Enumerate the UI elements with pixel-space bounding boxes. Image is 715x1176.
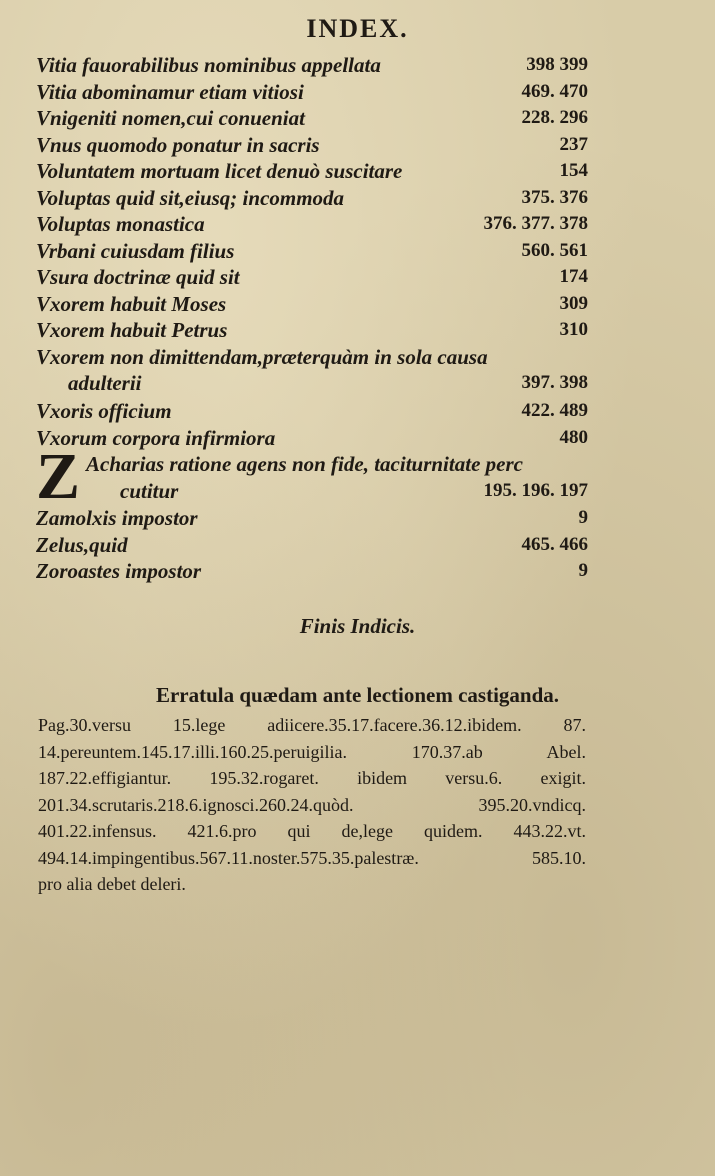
errata-line: 401.22.infensus. 421.6.pro qui de,lege quidem. 443.22.vt.: [38, 821, 586, 841]
index-entry: [36, 425, 588, 452]
entry-term: Vxorem habuit Moses: [36, 291, 227, 316]
entry-pages: 9: [578, 507, 588, 528]
entry-term: Zelus,quid: [36, 532, 128, 557]
index-entry: [36, 532, 588, 559]
entry-pages: 469. 470: [521, 80, 588, 102]
entry-pages: 398 399: [526, 54, 588, 75]
entry-term: Vnigeniti nomen,cui conueniat: [36, 106, 305, 130]
finis-line: Finis Indicis.: [299, 614, 416, 638]
entry-term: Vitia abominamur etiam vitiosi: [36, 79, 304, 104]
index-entry: [36, 264, 588, 291]
entry-term: Vsura doctrinæ quid sit: [36, 265, 240, 289]
errata-line: pro alia debet deleri.: [38, 874, 186, 894]
errata-line: 187.22.effigiantur. 195.32.rogaret. ibidem versu.6. exigit.: [38, 768, 586, 788]
errata-line: 201.34.scrutaris.218.6.ignosci.260.24.quòd. 395.20.vndicq.: [38, 794, 586, 815]
index-entry: [36, 291, 588, 318]
drop-capital-z: Z: [36, 440, 81, 513]
index-entry: [36, 211, 588, 238]
entry-pages: 309: [559, 292, 588, 314]
index-entry: [36, 185, 588, 212]
entry-pages: 560. 561: [521, 239, 588, 261]
entry-pages: 9: [578, 560, 588, 581]
entry-pages: 154: [559, 160, 588, 181]
entry-pages: 397. 398: [521, 372, 588, 393]
index-entry: [36, 558, 588, 585]
index-entry: [36, 317, 588, 344]
entry-term: Acharias ratione agens non fide, taciturnitate perc: [86, 452, 523, 476]
entry-pages: 174: [559, 266, 588, 287]
errata-line: 14.pereuntem.145.17.illi.160.25.peruigilia. 170.37.ab Abel.: [38, 741, 586, 762]
entry-pages: 237: [559, 133, 588, 155]
entry-term: Vxorem non dimittendam,præterquàm in sola causa: [36, 344, 488, 369]
errata-body: [38, 712, 586, 898]
entry-pages: 375. 376: [521, 186, 588, 208]
errata-title: Erratula quædam ante lectionem castiganda.: [155, 683, 560, 707]
index-entry: [36, 238, 588, 265]
entry-pages: 480: [559, 426, 588, 448]
index-entry: [36, 105, 588, 132]
entry-term: adulterii: [68, 371, 142, 395]
entry-term: Vitia fauorabilibus nominibus appellata: [36, 53, 381, 77]
index-entry: [36, 158, 588, 185]
entry-pages: 376. 377. 378: [483, 213, 588, 234]
entry-pages: 310: [559, 319, 588, 340]
index-entry: [36, 398, 588, 425]
index-entry: [36, 79, 588, 106]
entry-pages: 228. 296: [521, 107, 588, 128]
entry-pages: 422. 489: [521, 400, 588, 421]
index-entries: [36, 52, 588, 585]
entry-term: Zoroastes impostor: [36, 559, 202, 583]
entry-term: Vrbani cuiusdam filius: [36, 238, 235, 263]
index-entry-z-section: [36, 440, 588, 513]
errata-line: 494.14.impingentibus.567.11.noster.575.35.palestræ. 585.10.: [38, 847, 586, 868]
index-entry: [36, 505, 588, 532]
entry-term: Voluntatem mortuam licet denuò suscitare: [36, 159, 403, 183]
index-entry-continuation: [36, 370, 588, 398]
entry-term: Voluptas monastica: [36, 212, 205, 236]
entry-term: Zamolxis impostor: [36, 506, 198, 530]
entry-pages: 465. 466: [521, 533, 588, 555]
entry-term: Vnus quomodo ponatur in sacris: [36, 132, 320, 157]
index-entry: [36, 344, 588, 371]
errata-line: Pag.30.versu 15.lege adiicere.35.17.facere.36.12.ibidem. 87.: [38, 715, 586, 735]
entry-term: Voluptas quid sit,eiusq; incommoda: [36, 185, 345, 210]
entry-term: Vxorem habuit Petrus: [36, 318, 228, 342]
page-header: INDEX.: [306, 14, 409, 43]
entry-term-continuation: cutitur: [120, 479, 179, 503]
entry-pages: 195. 196. 197: [483, 480, 588, 501]
entry-term: Vxoris officium: [36, 399, 172, 423]
index-entry: [36, 132, 588, 159]
index-entry: [36, 52, 588, 79]
entry-term: Vxorum corpora infirmiora: [36, 425, 276, 450]
